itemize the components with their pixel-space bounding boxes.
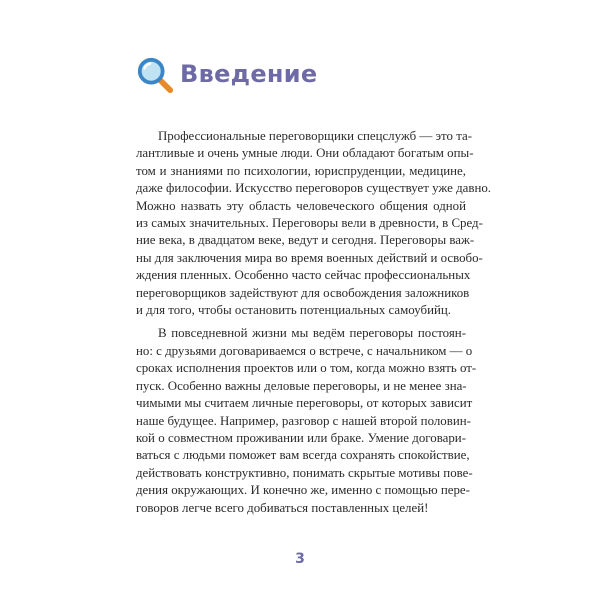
chapter-heading [136, 55, 318, 95]
text-line: но: с друзьями договариваемся о встрече, с начальником — о [136, 343, 473, 358]
text-line: говоров легче всего добиваться поставленных целей! [136, 500, 429, 515]
text-line: Можно назвать эту область человеческого общения одной [136, 198, 466, 213]
text-line: лантливые и очень умные люди. Они обладают богатым опы- [136, 146, 474, 161]
text-line: наше будущее. Например, разговор с нашей второй половин- [136, 413, 471, 428]
body-text [136, 128, 492, 517]
paragraph-2 [136, 325, 477, 516]
text-line: ние века, в двадцатом веке, ведут и сегодня. Переговоры важ- [136, 233, 475, 248]
page-number: 3 [295, 551, 305, 567]
text-line: даже философии. Искусство переговоров существует уже давно. [136, 181, 492, 196]
text-line: из самых значительных. Переговоры вели в древности, в Сред- [136, 216, 483, 231]
text-line: том и знаниями по психологии, юриспруденции, медицине, [136, 163, 466, 178]
text-line: переговорщиков задействуют для освобождения заложников [136, 285, 470, 300]
text-line: В повседневной жизни мы ведём переговоры постоян- [158, 326, 466, 341]
text-line: Профессиональные переговорщики спецслужб — это та- [158, 129, 472, 143]
text-line: ждения пленных. Особенно часто сейчас профессиональных [136, 268, 471, 283]
text-line: дения окружающих. И конечно же, именно с помощью пере- [136, 483, 470, 498]
text-line: сроках исполнения проектов или о том, когда можно взять от- [136, 361, 477, 376]
text-line: ваться с людьми поможет вам всегда сохранять спокойствие, [136, 448, 470, 463]
text-line: и для того, чтобы остановить потенциальных самоубийц. [136, 303, 451, 318]
text-line: действовать конструктивно, понимать скрытые мотивы пове- [136, 465, 473, 480]
magnifier-icon [136, 56, 174, 94]
text-line: пуск. Особенно важны деловые переговоры, и не менее зна- [136, 378, 467, 393]
text-line: кой о совместном проживании или браке. Умение договари- [136, 430, 466, 445]
text-line: ны для заключения мира во время военных действий и освобо- [136, 250, 483, 265]
paragraph-1 [136, 128, 492, 319]
heading-title: Введение [180, 60, 318, 88]
text-line: чимыми мы считаем личные переговоры, от которых зависит [136, 396, 473, 411]
